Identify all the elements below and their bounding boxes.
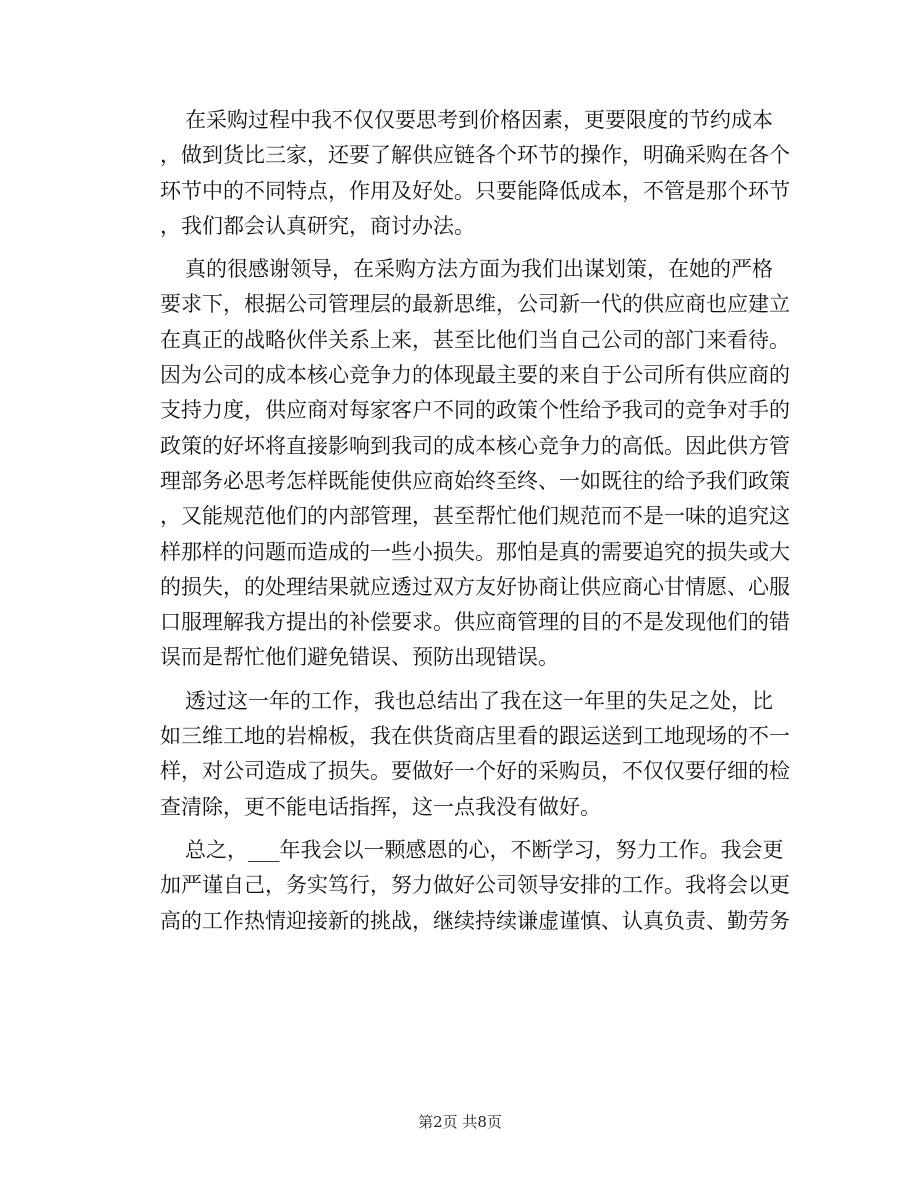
paragraph-4 [160,833,790,939]
text-line: 因为公司的成本核心竞争力的体现最主要的来自于公司所有供应商的 [160,363,790,388]
text-line: 口服理解我方提出的补偿要求。供应商管理的目的不是发现他们的错 [160,610,790,635]
text-line: 透过这一年的工作，我也总结出了我在这一年里的失足之处，比 [185,688,773,713]
text-line: 支持力度，供应商对每家客户不同的政策个性给予我司的竞争对手的 [160,398,790,423]
text-line: 在真正的战略伙伴关系上来，甚至比他们当自己公司的部门来看待。 [160,327,790,352]
text-line: 政策的好坏将直接影响到我司的成本核心竞争力的高低。因此供方管 [160,433,790,458]
paragraph-3 [160,684,790,825]
text-line: 误而是帮忙他们避免错误、预防出现错误。 [160,645,559,670]
text-line: ，又能规范他们的内部管理，甚至帮忙他们规范而不是一味的追究这 [160,504,790,529]
text-line: 样，对公司造成了损失。要做好一个好的采购员，不仅仅要仔细的检 [160,759,790,784]
text-line: ，我们都会认真研究，商讨办法。 [160,213,475,238]
text-line: 理部务必思考怎样既能使供应商始终至终、一如既往的给予我们政策 [160,468,790,493]
text-line: 如三维工地的岩棉板，我在供货商店里看的跟运送到工地现场的不一 [160,724,790,749]
page-number-footer: 第2页 共8页 [418,1113,502,1131]
text-line: 样那样的问题而造成的一些小损失。那怕是真的需要追究的损失或大 [160,539,790,564]
text-line: 要求下，根据公司管理层的最新思维，公司新一代的供应商也应建立 [160,292,790,317]
text-line: 环节中的不同特点，作用及好处。只要能降低成本，不管是那个环节 [160,178,790,203]
text-line: 的损失，的处理结果就应透过双方友好协商让供应商心甘情愿、心服 [160,574,790,599]
paragraph-gap [160,244,772,252]
paragraph-2 [160,252,790,676]
document-body [160,103,790,939]
paragraph-1 [160,103,790,244]
text-line: ，做到货比三家，还要了解供应链各个环节的操作，明确采购在各个 [160,143,790,168]
text-line: 总之，___年我会以一颗感恩的心，不断学习，努力工作。我会更 [185,837,784,862]
text-line: 真的很感谢领导，在采购方法方面为我们出谋划策，在她的严格 [185,257,773,282]
text-line: 在采购过程中我不仅仅要思考到价格因素，更要限度的节约成本 [185,108,773,132]
paragraph-gap [160,825,772,833]
text-line: 加严谨自己，务实笃行，努力做好公司领导安排的工作。我将会以更 [160,873,790,898]
text-line: 高的工作热情迎接新的挑战，继续持续谦虚谨慎、认真负责、勤劳务 [160,908,790,933]
text-line: 查清除，更不能电话指挥，这一点我没有做好。 [160,794,601,819]
paragraph-gap [160,676,772,684]
